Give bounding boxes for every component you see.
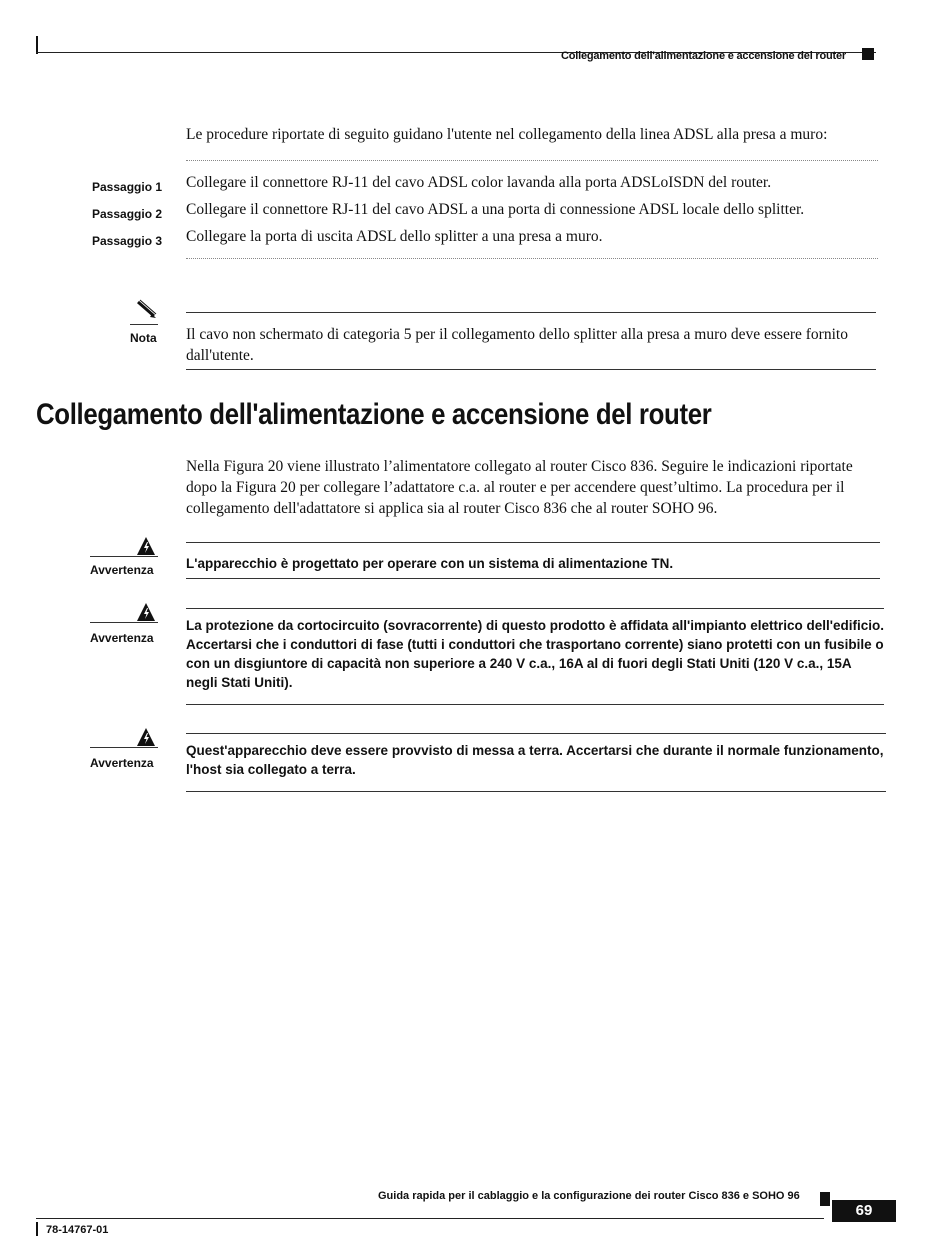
note-text: Il cavo non schermato di categoria 5 per il collegamento dello splitter alla presa a muro deve essere fornito dall'utente.: [186, 326, 848, 364]
step-1-text: Collegare il connettore RJ-11 del cavo ADSL color lavanda alla porta ADSLoISDN del router.: [186, 174, 772, 191]
pencil-note-icon: [134, 298, 158, 322]
step-1-label: Passaggio 1: [92, 180, 163, 194]
warning-1-icon-underline: [90, 556, 158, 557]
footer-square-marker: [820, 1192, 830, 1206]
warning-1-top-rule: [186, 542, 880, 543]
step-2-label: Passaggio 2: [92, 207, 163, 221]
section-paragraph: Nella Figura 20 viene illustrato l’alimentatore collegato al router Cisco 836. Seguire le indicazioni riportate dopo la Figura 20 per collegare l’adattatore c.a. al router e per accendere quest’ultimo. La procedura per il collegamento dell'adattatore si applica sia al router Cisco 836 che al router SOHO 96.: [186, 458, 853, 517]
footer-rule: [36, 1218, 824, 1219]
steps-bottom-divider: [186, 258, 878, 259]
warning-2-top-rule: [186, 608, 884, 609]
warning-triangle-icon: [136, 536, 156, 556]
warning-3-label: Avvertenza: [90, 756, 154, 770]
warning-3-bottom-rule: [186, 791, 886, 792]
warning-triangle-icon: [136, 602, 156, 622]
step-3-label: Passaggio 3: [92, 234, 163, 248]
section-title: Collegamento dell'alimentazione e accensione del router: [36, 398, 712, 431]
warning-2-text: La protezione da cortocircuito (sovracorrente) di questo prodotto è affidata all'impianto elettrico dell'edificio. Accertarsi che i conduttori di fase (tutti i conduttori che trasportano corrente) siano protetti con un fusibile o con un disgiuntore di capacità non superiore a 240 V c.a., 16A al di fuori degli Stati Uniti (120 V c.a., 15A negli Stati Uniti).: [186, 618, 885, 690]
warning-3-text: Quest'apparecchio deve essere provvisto di messa a terra. Accertarsi che durante il normale funzionamento, l'host sia collegato a terra.: [186, 743, 884, 777]
warning-1-bottom-rule: [186, 578, 880, 579]
note-top-rule: [186, 312, 876, 313]
footer-guide-title: Guida rapida per il cablaggio e la configurazione dei router Cisco 836 e SOHO 96: [378, 1190, 800, 1202]
warning-2-icon-underline: [90, 622, 158, 623]
document-number: 78-14767-01: [46, 1224, 109, 1236]
warning-1-label: Avvertenza: [90, 563, 154, 577]
steps-top-divider: [186, 160, 878, 161]
running-header-title: Collegamento dell'alimentazione e accensione del router: [560, 50, 846, 62]
footer-left-marker: [36, 1222, 38, 1236]
warning-2-bottom-rule: [186, 704, 884, 705]
note-bottom-rule: [186, 369, 876, 370]
warning-triangle-icon: [136, 727, 156, 747]
warning-3-top-rule: [186, 733, 886, 734]
warning-3-icon-underline: [90, 747, 158, 748]
warning-2-label: Avvertenza: [90, 631, 154, 645]
page-number: 69: [832, 1200, 896, 1222]
note-icon-underline: [130, 324, 158, 325]
header-square-marker: [862, 48, 874, 60]
warning-1-text: L'apparecchio è progettato per operare con un sistema di alimentazione TN.: [186, 556, 674, 571]
intro-text: Le procedure riportate di seguito guidano l'utente nel collegamento della linea ADSL alla presa a muro:: [186, 126, 828, 143]
note-label: Nota: [130, 331, 157, 345]
step-3-text: Collegare la porta di uscita ADSL dello splitter a una presa a muro.: [186, 228, 603, 245]
step-2-text: Collegare il connettore RJ-11 del cavo ADSL a una porta di connessione ADSL locale dello splitter.: [186, 201, 805, 218]
